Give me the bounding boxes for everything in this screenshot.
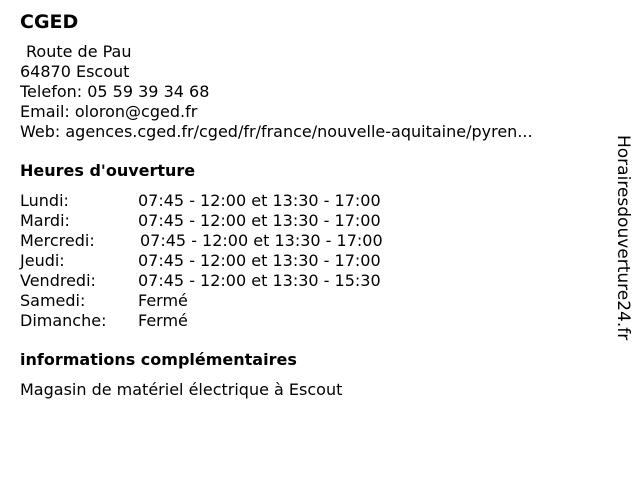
hours-row-lundi — [20, 191, 600, 211]
info-heading: informations complémentaires — [20, 350, 297, 369]
day-label: Mardi: — [20, 211, 70, 230]
watermark-text: Horairesdouverture24.fr — [613, 135, 633, 341]
day-label: Dimanche: — [20, 311, 107, 330]
day-label: Vendredi: — [20, 271, 96, 290]
day-hours: Fermé — [138, 311, 188, 330]
business-card — [20, 10, 600, 400]
hours-heading: Heures d'ouverture — [20, 161, 196, 180]
postal-city: 64870 Escout — [20, 62, 130, 81]
day-hours: Fermé — [138, 291, 188, 310]
hours-row-mardi — [20, 211, 600, 231]
day-label: Samedi: — [20, 291, 86, 310]
info-description: Magasin de matériel électrique à Escout — [20, 380, 343, 399]
day-label: Mercredi: — [20, 231, 95, 250]
day-label: Lundi: — [20, 191, 69, 210]
hours-row-samedi — [20, 291, 600, 311]
hours-row-dimanche — [20, 311, 600, 331]
website-line[interactable]: Web: agences.cged.fr/cged/fr/france/nouvelle-aquitaine/pyren... — [20, 122, 533, 141]
day-hours: 07:45 - 12:00 et 13:30 - 17:00 — [140, 231, 383, 250]
day-label: Jeudi: — [20, 251, 65, 270]
site-watermark — [611, 135, 635, 345]
day-hours: 07:45 - 12:00 et 13:30 - 17:00 — [138, 211, 381, 230]
hours-row-mercredi — [20, 231, 600, 251]
hours-table — [20, 191, 600, 331]
day-hours: 07:45 - 12:00 et 13:30 - 15:30 — [138, 271, 381, 290]
day-hours: 07:45 - 12:00 et 13:30 - 17:00 — [138, 191, 381, 210]
day-hours: 07:45 - 12:00 et 13:30 - 17:00 — [138, 251, 381, 270]
hours-row-vendredi — [20, 271, 600, 291]
street-address: Route de Pau — [26, 42, 132, 61]
address-block — [20, 42, 600, 142]
business-name: CGED — [20, 11, 79, 33]
email-line[interactable]: Email: oloron@cged.fr — [20, 102, 198, 121]
phone-line[interactable]: Telefon: 05 59 39 34 68 — [20, 82, 210, 101]
hours-row-jeudi — [20, 251, 600, 271]
